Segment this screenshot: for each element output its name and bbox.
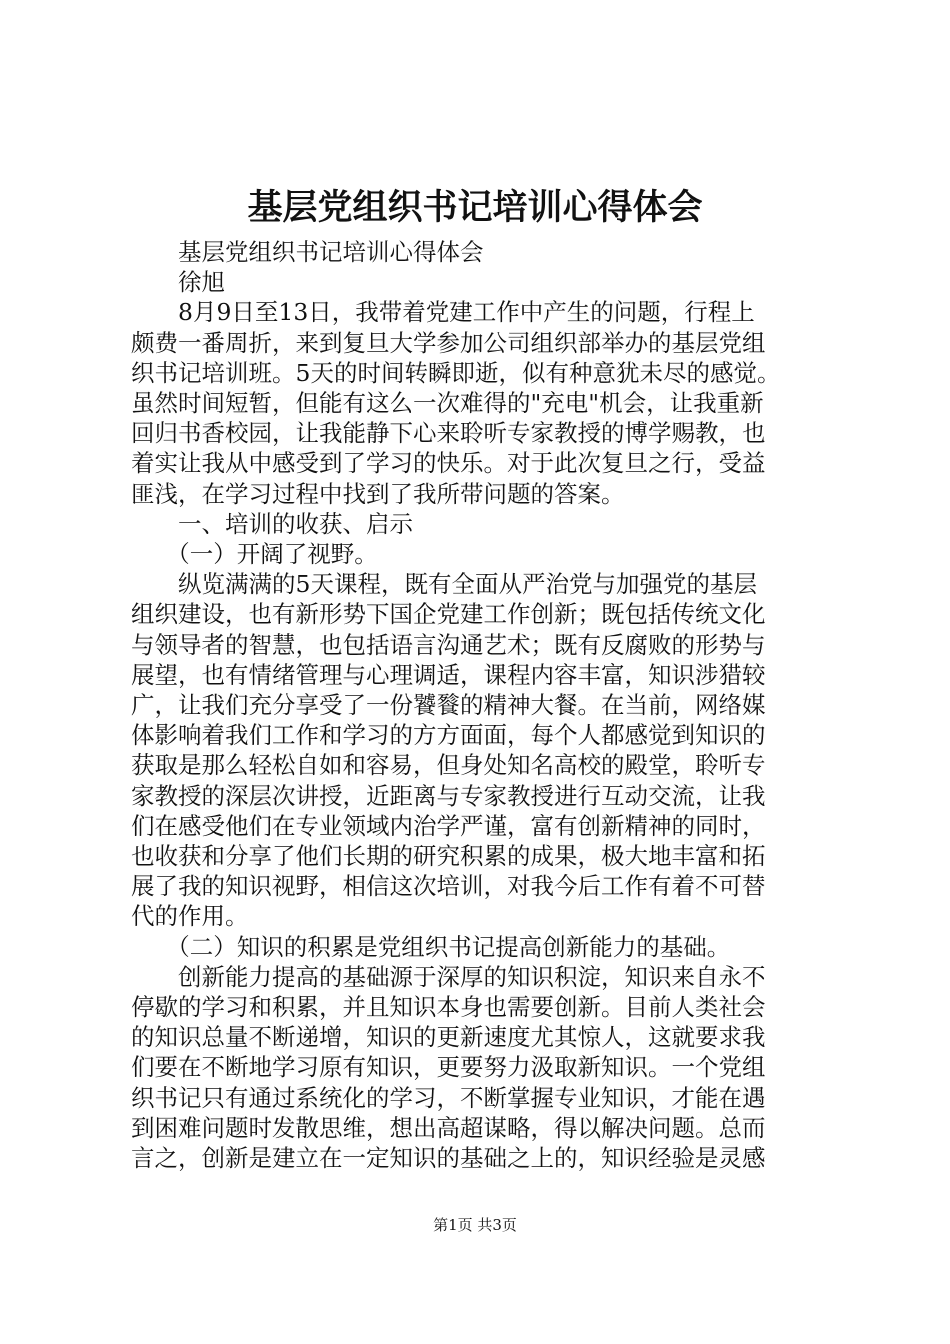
body-line: 家教授的深层次讲授，近距离与专家教授进行互动交流，让我	[131, 781, 766, 810]
body-line: 虽然时间短暂，但能有这么一次难得的"充电"机会，让我重新	[131, 389, 764, 417]
body-line: 言之，创新是建立在一定知识的基础之上的，知识经验是灵感	[131, 1144, 766, 1172]
body-line: 匪浅，在学习过程中找到了我所带问题的答案。	[131, 479, 625, 508]
body-line: 一、培训的收获、启示	[131, 509, 413, 538]
body-line: 织书记培训班。5天的时间转瞬即逝，似有种意犹未尽的感觉。	[131, 358, 781, 387]
body-line: 停歇的学习和积累，并且知识本身也需要创新。目前人类社会	[131, 993, 766, 1021]
body-line: 的知识总量不断递增，知识的更新速度尤其惊人，这就要求我	[131, 1023, 766, 1052]
body-line: 与领导者的智慧，也包括语言沟通艺术；既有反腐败的形势与	[131, 630, 766, 659]
body-line: （二）知识的积累是党组织书记提高创新能力的基础。	[131, 932, 731, 961]
body-line: 徐旭	[131, 268, 225, 297]
body-line: 到困难问题时发散思维，想出高超谋略，得以解决问题。总而	[131, 1113, 766, 1142]
body-line: 体影响着我们工作和学习的方方面面，每个人都感觉到知识的	[131, 721, 766, 750]
body-line: 织书记只有通过系统化的学习，不断掌握专业知识，才能在遇	[131, 1083, 766, 1112]
body-line: 8月9日至13日，我带着党建工作中产生的问题，行程上	[131, 298, 755, 327]
body-line: 着实让我从中感受到了学习的快乐。对于此次复旦之行，受益	[131, 449, 766, 478]
body-line: 也收获和分享了他们长期的研究积累的成果，极大地丰富和拓	[131, 842, 766, 870]
body-line: 基层党组织书记培训心得体会	[131, 238, 484, 266]
page-footer: 第1页 共3页	[433, 1216, 517, 1234]
body-line: （一）开阔了视野。	[131, 540, 378, 568]
body-line: 们要在不断地学习原有知识，更要努力汲取新知识。一个党组	[131, 1053, 766, 1082]
body-line: 创新能力提高的基础源于深厚的知识积淀，知识来自永不	[131, 962, 766, 991]
body-line: 获取是那么轻松自如和容易，但身处知名高校的殿堂，聆听专	[131, 751, 766, 780]
document-title: 基层党组织书记培训心得体会	[247, 187, 703, 228]
body-line: 展望，也有情绪管理与心理调适，课程内容丰富，知识涉猎较	[131, 660, 766, 689]
body-line: 代的作用。	[131, 902, 249, 931]
body-line: 纵览满满的5天课程，既有全面从严治党与加强党的基层	[131, 570, 757, 599]
body-line: 组织建设，也有新形势下国企党建工作创新；既包括传统文化	[131, 600, 766, 629]
body-line: 回归书香校园，让我能静下心来聆听专家教授的博学赐教，也	[131, 419, 766, 448]
body-line: 展了我的知识视野，相信这次培训，对我今后工作有着不可替	[131, 872, 766, 901]
body-line: 颇费一番周折，来到复旦大学参加公司组织部举办的基层党组	[131, 328, 766, 357]
body-line: 们在感受他们在专业领域内治学严谨，富有创新精神的同时，	[131, 811, 766, 840]
body-line: 广，让我们充分享受了一份饕餮的精神大餐。在当前，网络媒	[131, 691, 766, 719]
